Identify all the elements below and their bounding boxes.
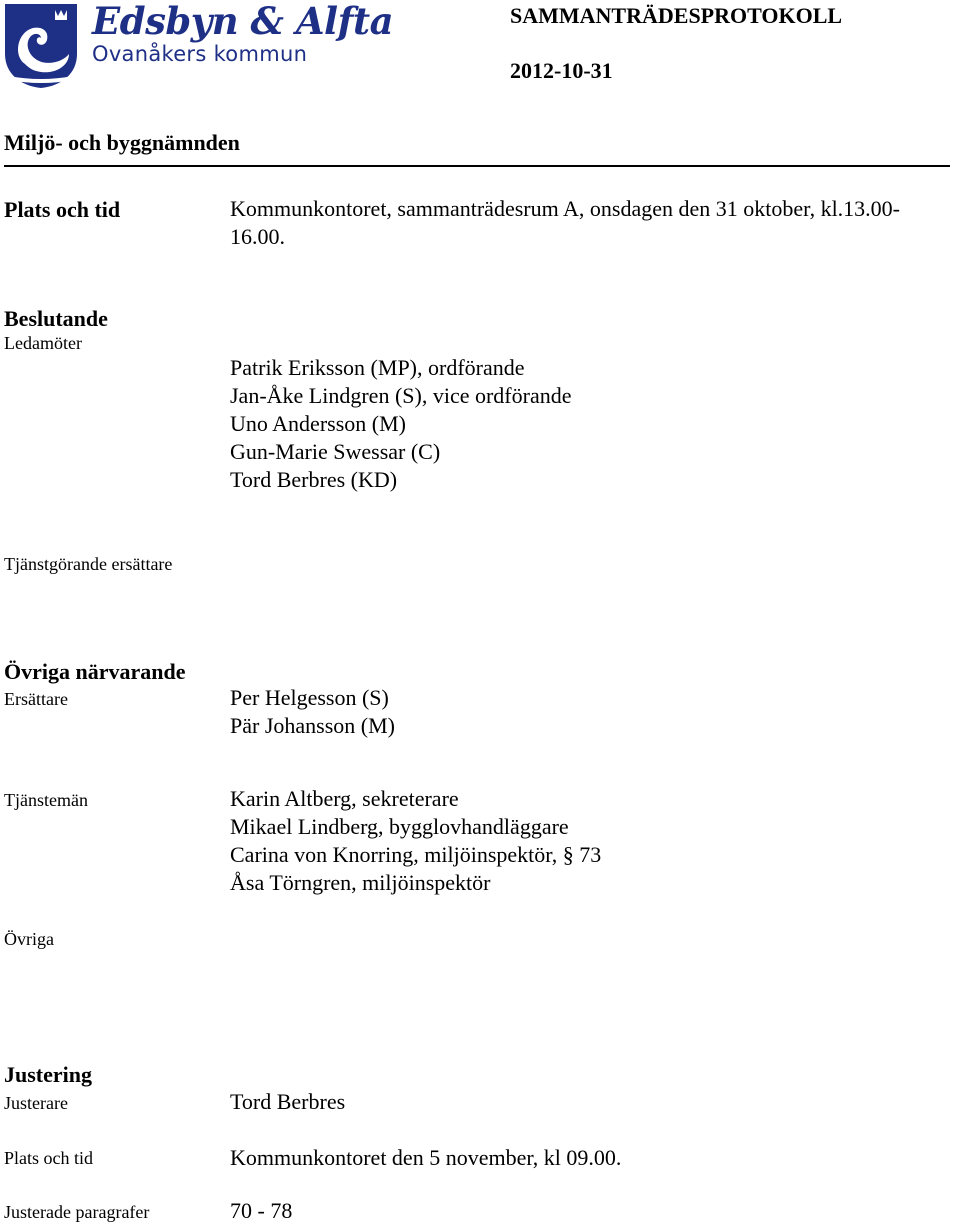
list-item: Mikael Lindberg, bygglovhandläggare bbox=[230, 814, 569, 839]
header-divider bbox=[4, 165, 950, 167]
list-item: Pär Johansson (M) bbox=[230, 713, 395, 738]
list-item: Jan-Åke Lindgren (S), vice ordförande bbox=[230, 383, 572, 408]
tjanstemen-label: Tjänstemän bbox=[4, 790, 88, 810]
justerare-value: Tord Berbres bbox=[230, 1089, 346, 1114]
brand-subtitle: Ovanåkers kommun bbox=[92, 42, 308, 66]
document-type: SAMMANTRÄDESPROTOKOLL bbox=[510, 3, 843, 28]
list-item: Patrik Eriksson (MP), ordförande bbox=[230, 355, 525, 380]
list-item: Per Helgesson (S) bbox=[230, 685, 389, 710]
municipality-logo bbox=[3, 2, 83, 90]
list-item: Gun-Marie Swessar (C) bbox=[230, 439, 441, 464]
plats-och-tid-line2: 16.00. bbox=[230, 224, 285, 249]
tjanstemen-list bbox=[230, 785, 601, 897]
document-date: 2012-10-31 bbox=[510, 58, 613, 83]
justerade-paragrafer-label: Justerade paragrafer bbox=[4, 1202, 150, 1222]
ersattare-label: Ersättare bbox=[4, 689, 68, 709]
ersattare-list bbox=[230, 684, 395, 740]
ovriga-label: Övriga bbox=[4, 929, 54, 949]
list-item: Uno Andersson (M) bbox=[230, 411, 406, 436]
tjanstgorande-ersattare-label: Tjänstgörande ersättare bbox=[4, 554, 173, 574]
plats-och-tid-line1: Kommunkontoret, sammanträdesrum A, onsdagen den 31 oktober, kl.13.00- bbox=[230, 196, 901, 221]
beslutande-heading: Beslutande bbox=[4, 306, 108, 331]
board-name: Miljö- och byggnämnden bbox=[4, 130, 240, 155]
justering-plats-value: Kommunkontoret den 5 november, kl 09.00. bbox=[230, 1145, 622, 1170]
list-item: Carina von Knorring, miljöinspektör, § 73 bbox=[230, 842, 602, 867]
list-item: Karin Altberg, sekreterare bbox=[230, 786, 459, 811]
justering-plats-label: Plats och tid bbox=[4, 1148, 93, 1168]
brand-title: Edsbyn & Alfta bbox=[92, 0, 394, 43]
plats-och-tid-heading: Plats och tid bbox=[4, 197, 121, 222]
brand-block bbox=[92, 0, 393, 66]
ledamoter-label: Ledamöter bbox=[4, 333, 82, 353]
justerare-label: Justerare bbox=[4, 1093, 68, 1113]
list-item: Tord Berbres (KD) bbox=[230, 467, 398, 492]
swan-emblem-icon bbox=[3, 2, 83, 90]
list-item: Åsa Törngren, miljöinspektör bbox=[230, 870, 491, 895]
justerade-paragrafer-value: 70 - 78 bbox=[230, 1198, 293, 1223]
ovriga-narvarande-heading: Övriga närvarande bbox=[4, 659, 186, 684]
ledamoter-list bbox=[230, 354, 571, 494]
justering-heading: Justering bbox=[4, 1062, 92, 1087]
